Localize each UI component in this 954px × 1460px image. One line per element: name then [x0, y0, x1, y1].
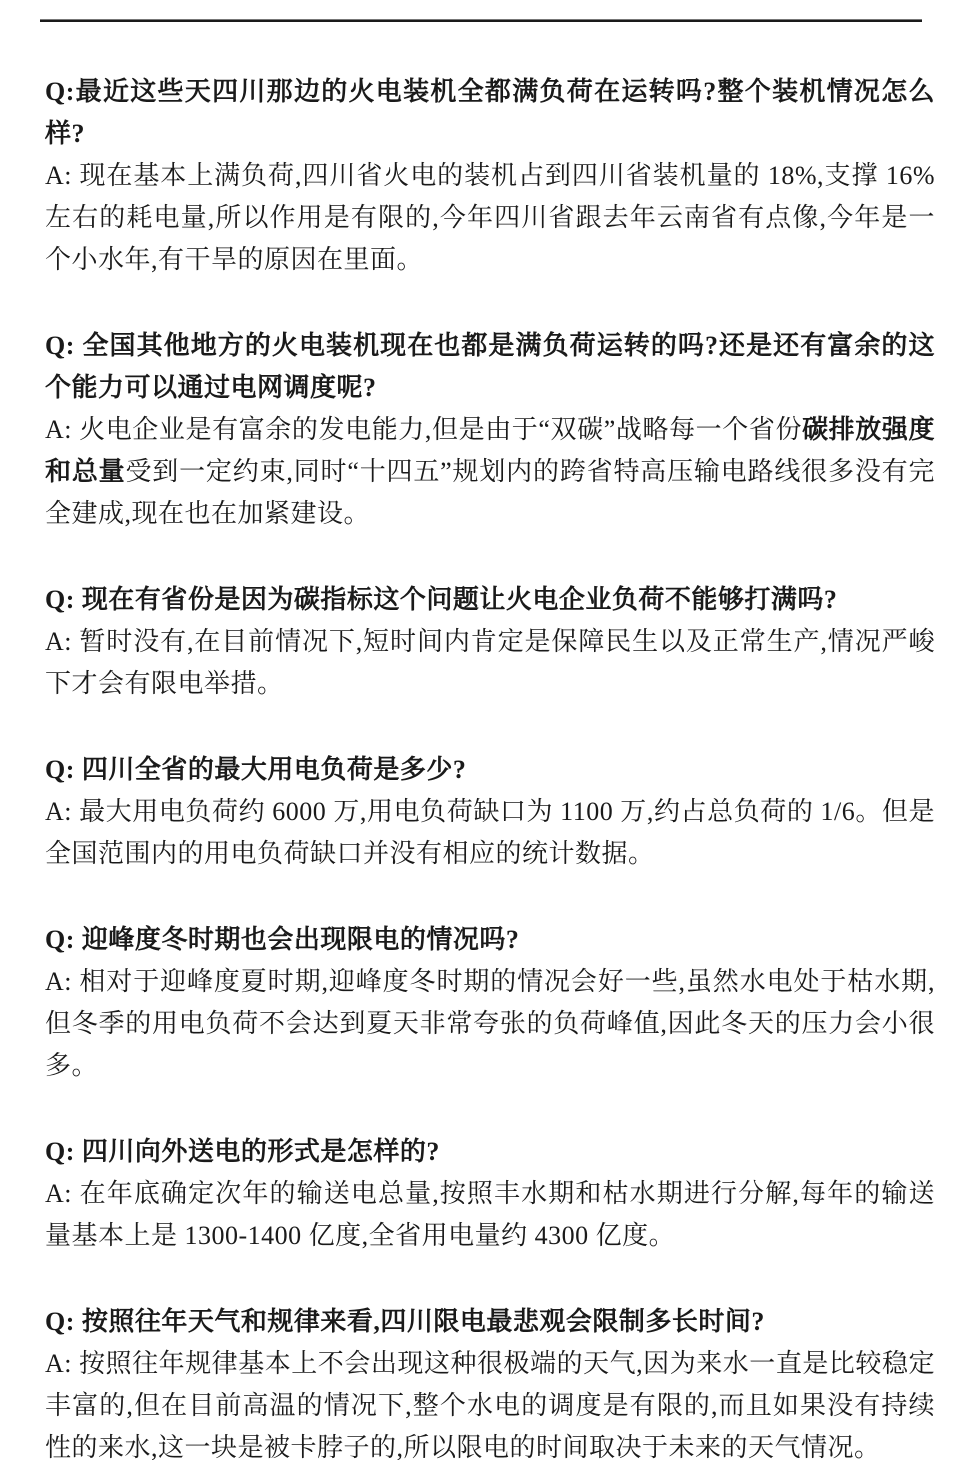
question-text: Q: 按照往年天气和规律来看,四川限电最悲观会限制多长时间? [45, 1307, 765, 1336]
answer-segment: A: 最大用电负荷约 6000 万,用电负荷缺口为 1100 万,约占总负荷的 1/6。但是全国范围内的用电负荷缺口并没有相应的统计数据。 [45, 797, 935, 868]
answer-text [45, 621, 935, 705]
answer-bold-segment: 碳排放强度和总量 [45, 415, 935, 486]
question-text: Q: 全国其他地方的火电装机现在也都是满负荷运转的吗?还是还有富余的这个能力可以通过电网调度呢? [45, 331, 935, 402]
question-text: Q: 现在有省份是因为碳指标这个问题让火电企业负荷不能够打满吗? [45, 585, 838, 614]
answer-segment: A: 暂时没有,在目前情况下,短时间内肯定是保障民生以及正常生产,情况严峻下才会有限电举措。 [45, 627, 935, 698]
answer-text [45, 409, 935, 535]
answer-segment: A: 相对于迎峰度夏时期,迎峰度冬时期的情况会好一些,虽然水电处于枯水期,但冬季的用电负荷不会达到夏天非常夸张的负荷峰值,因此冬天的压力会小很多。 [45, 967, 935, 1080]
answer-text [45, 791, 935, 875]
qa-block [45, 1301, 935, 1460]
question-text: Q: 四川向外送电的形式是怎样的? [45, 1137, 440, 1166]
question-text: Q: 四川全省的最大用电负荷是多少? [45, 755, 467, 784]
answer-text [45, 961, 935, 1087]
question-text: Q: 迎峰度冬时期也会出现限电的情况吗? [45, 925, 520, 954]
top-rule [40, 19, 922, 22]
qa-block [45, 749, 935, 875]
qa-list [45, 71, 935, 1460]
answer-segment: A: 现在基本上满负荷,四川省火电的装机占到四川省装机量的 18%,支撑 16% 左右的耗电量,所以作用是有限的,今年四川省跟去年云南省有点像,今年是一个小水年,有干旱的原因在里面。 [45, 161, 935, 274]
qa-block [45, 919, 935, 1087]
qa-block [45, 579, 935, 705]
qa-block [45, 71, 935, 281]
qa-block [45, 325, 935, 535]
answer-text [45, 1173, 935, 1257]
answer-segment: A: 火电企业是有富余的发电能力,但是由于“双碳”战略每一个省份 [45, 415, 803, 444]
answer-segment: A: 按照往年规律基本上不会出现这种很极端的天气,因为来水一直是比较稳定丰富的,但在目前高温的情况下,整个水电的调度是有限的,而且如果没有持续性的来水,这一块是被卡脖子的,所以限电的时间取决于未来的天气情况。 [45, 1349, 935, 1460]
answer-text [45, 155, 935, 281]
qa-block [45, 1131, 935, 1257]
answer-text [45, 1343, 935, 1460]
answer-segment: 受到一定约束,同时“十四五”规划内的跨省特高压输电路线很多没有完全建成,现在也在加紧建设。 [45, 457, 935, 528]
question-text: Q:最近这些天四川那边的火电装机全都满负荷在运转吗?整个装机情况怎么样? [45, 77, 935, 148]
answer-segment: A: 在年底确定次年的输送电总量,按照丰水期和枯水期进行分解,每年的输送量基本上是 1300-1400 亿度,全省用电量约 4300 亿度。 [45, 1179, 935, 1250]
